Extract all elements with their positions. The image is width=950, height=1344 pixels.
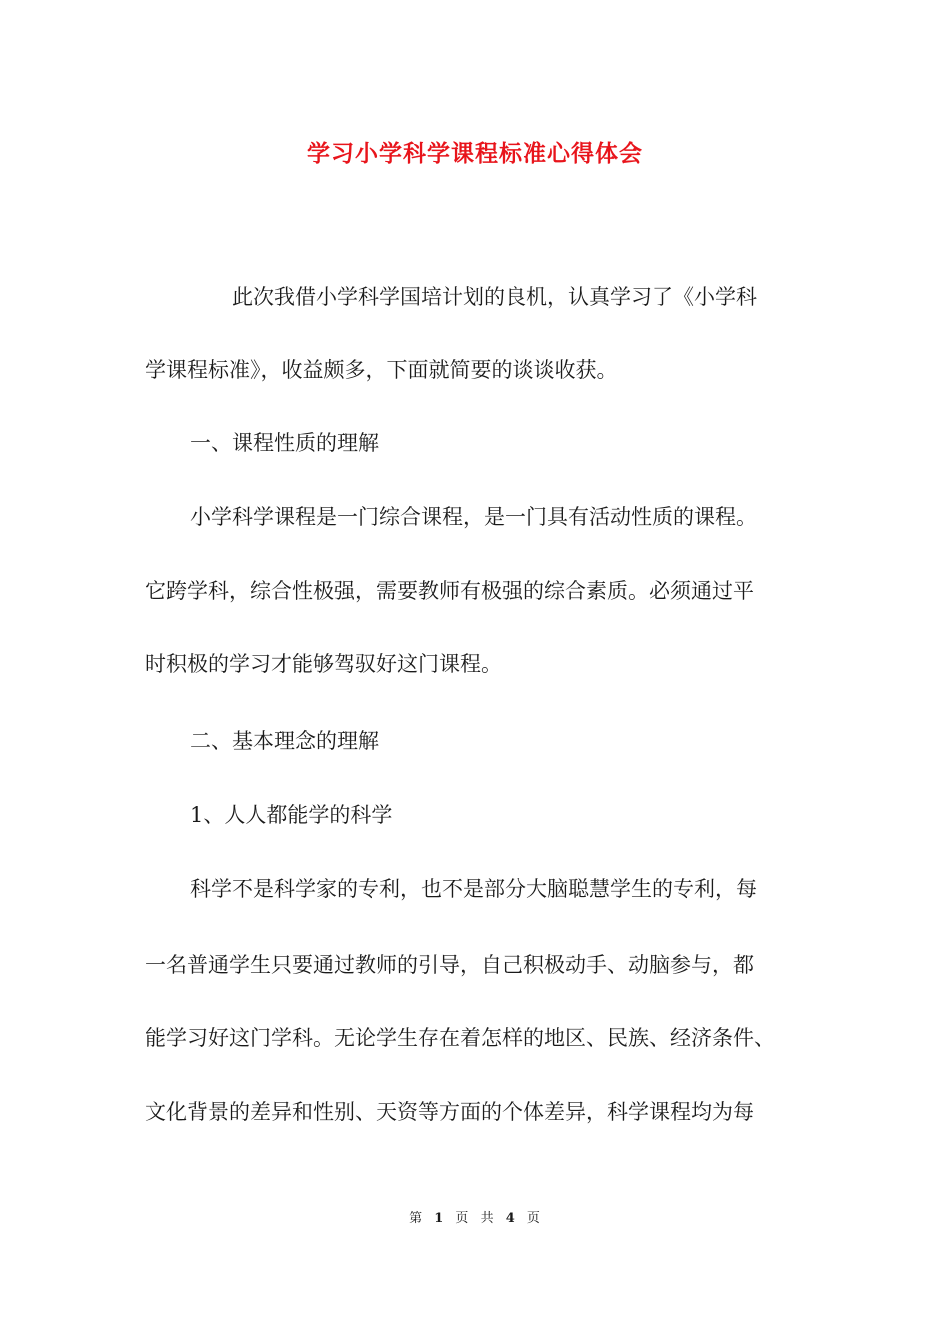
page-footer — [0, 1209, 950, 1229]
footer-page-unit: 页 — [455, 1211, 470, 1226]
footer-total-pages: 4 — [505, 1211, 516, 1226]
paragraph-line-8: 能学习好这门学科。无论学生存在着怎样的地区、民族、经济条件、 — [145, 1026, 775, 1050]
document-title: 学习小学科学课程标准心得体会 — [307, 140, 643, 167]
paragraph-line-5: 时积极的学习才能够驾驭好这门课程。 — [145, 652, 502, 676]
paragraph-line-9: 文化背景的差异和性别、天资等方面的个体差异，科学课程均为每 — [145, 1100, 754, 1124]
section-heading-2: 二、基本理念的理解 — [190, 729, 379, 753]
paragraph-line-2: 学课程标准》，收益颇多，下面就简要的谈谈收获。 — [145, 358, 618, 382]
paragraph-line-6: 科学不是科学家的专利，也不是部分大脑聪慧学生的专利，每 — [190, 877, 757, 901]
paragraph-line-1: 此次我借小学科学国培计划的良机，认真学习了《小学科 — [232, 285, 757, 309]
footer-total-prefix: 共 — [480, 1211, 495, 1226]
subsection-heading-1: 1、人人都能学的科学 — [190, 803, 393, 827]
footer-page-prefix: 第 — [409, 1211, 424, 1226]
footer-page-number: 1 — [434, 1211, 445, 1226]
paragraph-line-4: 它跨学科，综合性极强，需要教师有极强的综合素质。必须通过平 — [145, 579, 754, 603]
section-heading-1: 一、课程性质的理解 — [190, 431, 379, 455]
paragraph-line-7: 一名普通学生只要通过教师的引导，自己积极动手、动脑参与，都 — [145, 953, 754, 977]
paragraph-line-3: 小学科学课程是一门综合课程，是一门具有活动性质的课程。 — [190, 505, 757, 529]
footer-total-unit: 页 — [526, 1211, 541, 1226]
